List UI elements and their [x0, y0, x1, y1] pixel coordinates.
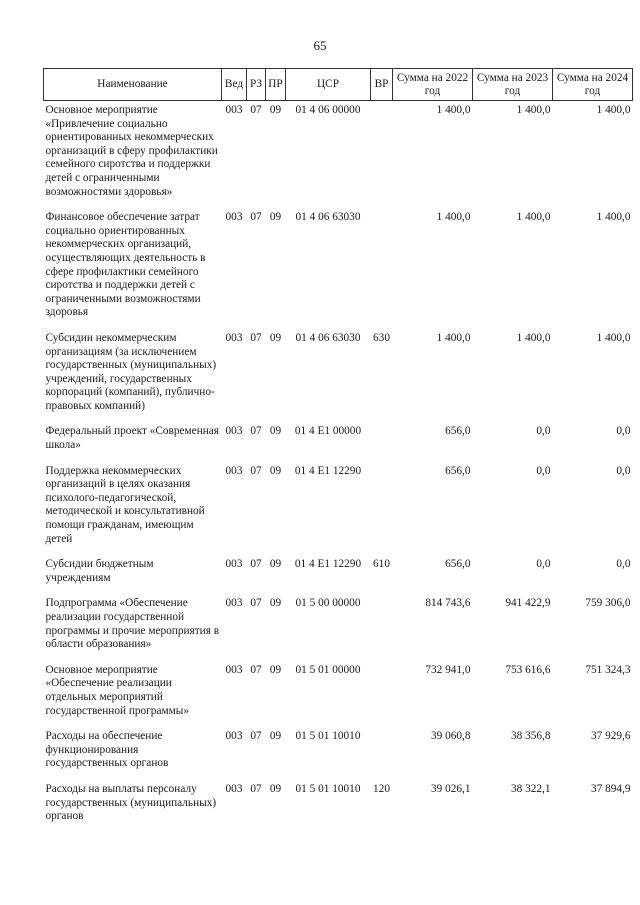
- cell-csr: 01 5 01 10010: [295, 730, 361, 743]
- cell-sum-2024: 759 306,0: [585, 597, 631, 610]
- cell-sum-2022: 656,0: [445, 425, 471, 438]
- cell-sum-2023: 38 322,1: [510, 782, 551, 795]
- cell-name: Субсидии некоммерческим организациям (за исключением государственных (муниципальных) учреждений, государственных корпораций (компаний), публично-правовых компаний): [45, 331, 217, 412]
- table-row: [44, 664, 633, 730]
- cell-sum-2023: 753 616,6: [505, 663, 551, 676]
- cell-pr: 09: [269, 782, 282, 795]
- cell-vr: 630: [373, 331, 390, 344]
- table-row: [44, 558, 633, 597]
- cell-csr: 01 4 06 63030: [295, 211, 361, 224]
- cell-pr: 09: [269, 464, 282, 477]
- cell-sum-2022: 656,0: [445, 464, 471, 477]
- table-row: [44, 465, 633, 559]
- cell-name: Основное мероприятие «Привлечение социально ориентированных некоммерческих организаций в сферу профилактики семейного сиротства и поддержки детей с ограниченными возможностями здоровья»: [45, 104, 218, 198]
- cell-pr: 09: [269, 331, 282, 344]
- cell-csr: 01 5 01 10010: [295, 782, 361, 795]
- cell-sum-2024: 1 400,0: [596, 211, 631, 224]
- cell-sum-2022: 1 400,0: [436, 104, 471, 116]
- table-row: [44, 101, 633, 212]
- cell-pr: 09: [269, 104, 282, 116]
- cell-csr: 01 4 E1 00000: [294, 425, 362, 438]
- cell-name: Расходы на выплаты персоналу государственных (муниципальных) органов: [45, 782, 217, 823]
- cell-sum-2022: 814 743,6: [425, 597, 471, 610]
- cell-csr: 01 4 E1 12290: [294, 558, 362, 571]
- table-row: [44, 783, 633, 836]
- header-rz: РЗ: [247, 69, 266, 101]
- table-row: [44, 730, 633, 783]
- cell-name: Основное мероприятие «Обеспечение реализации отдельных мероприятий государственной программы»: [45, 663, 190, 717]
- cell-name: Финансовое обеспечение затрат социально ориентированных некоммерческих организаций, осуществляющих деятельность в сфере профилактики семейного сиротства и поддержки детей с ограниченными возможностями здоровья: [45, 211, 206, 319]
- cell-pr: 09: [269, 558, 282, 571]
- cell-vr: [371, 730, 393, 783]
- cell-ved: 003: [225, 464, 243, 477]
- cell-ved: 003: [225, 663, 243, 676]
- header-csr: ЦСР: [286, 69, 371, 101]
- cell-name: Поддержка некоммерческих организаций в целях оказания психолого-педагогической, методической и консультативной помощи гражданам, имеющим детей: [45, 464, 205, 545]
- cell-pr: 09: [269, 663, 282, 676]
- cell-sum-2023: 941 422,9: [505, 597, 551, 610]
- cell-rz: 07: [250, 211, 262, 224]
- cell-rz: 07: [250, 425, 262, 438]
- cell-sum-2024: 37 894,9: [590, 782, 631, 795]
- cell-pr: 09: [269, 425, 282, 438]
- cell-rz: 07: [250, 663, 262, 676]
- cell-sum-2023: 0,0: [536, 558, 551, 571]
- cell-sum-2024: 0,0: [616, 425, 631, 438]
- cell-ved: 003: [225, 104, 243, 116]
- cell-sum-2023: 1 400,0: [516, 104, 551, 116]
- cell-name: Расходы на обеспечение функционирования государственных органов: [45, 730, 169, 770]
- cell-name: Федеральный проект «Современная школа»: [45, 425, 219, 452]
- cell-rz: 07: [250, 597, 262, 610]
- cell-ved: 003: [225, 425, 243, 438]
- cell-ved: 003: [225, 782, 243, 795]
- cell-csr: 01 5 01 00000: [295, 663, 361, 676]
- cell-vr: [371, 664, 393, 730]
- cell-vr: [371, 465, 393, 559]
- cell-csr: 01 5 00 00000: [295, 597, 361, 610]
- cell-sum-2022: 39 060,8: [430, 730, 471, 743]
- cell-rz: 07: [250, 558, 262, 571]
- budget-table: [43, 68, 633, 836]
- header-name: Наименование: [44, 69, 222, 101]
- cell-sum-2024: 751 324,3: [585, 663, 631, 676]
- cell-ved: 003: [225, 558, 243, 571]
- cell-sum-2023: 0,0: [536, 425, 551, 438]
- cell-sum-2024: 0,0: [616, 558, 631, 571]
- cell-ved: 003: [225, 730, 243, 743]
- cell-sum-2024: 0,0: [616, 464, 631, 477]
- header-ved: Вед: [222, 69, 247, 101]
- table-row: [44, 332, 633, 426]
- cell-csr: 01 4 E1 12290: [294, 464, 362, 477]
- cell-sum-2024: 1 400,0: [596, 331, 631, 344]
- cell-ved: 003: [225, 331, 243, 344]
- cell-rz: 07: [250, 331, 262, 344]
- header-sum-2024: Сумма на 2024 год: [553, 69, 633, 101]
- cell-csr: 01 4 06 63030: [295, 331, 361, 344]
- header-vr: ВР: [371, 69, 393, 101]
- cell-pr: 09: [269, 211, 282, 224]
- cell-vr: 610: [373, 558, 390, 571]
- cell-vr: [371, 211, 393, 332]
- cell-sum-2023: 38 356,8: [510, 730, 551, 743]
- table-header-row: [44, 69, 633, 101]
- cell-sum-2024: 37 929,6: [590, 730, 631, 743]
- page-number: 65: [313, 38, 327, 53]
- cell-vr: [371, 597, 393, 663]
- table-row: [44, 211, 633, 332]
- cell-sum-2022: 1 400,0: [436, 331, 471, 344]
- cell-sum-2022: 39 026,1: [430, 782, 471, 795]
- cell-sum-2024: 1 400,0: [596, 104, 631, 116]
- cell-name: Субсидии бюджетным учреждениям: [45, 558, 154, 584]
- cell-pr: 09: [269, 597, 282, 610]
- header-sum-2022: Сумма на 2022 год: [393, 69, 473, 101]
- cell-vr: [371, 425, 393, 464]
- cell-name: Подпрограмма «Обеспечение реализации государственной программы и прочие мероприятия в области образования»: [45, 597, 220, 651]
- cell-pr: 09: [269, 730, 282, 743]
- cell-rz: 07: [250, 464, 262, 477]
- cell-ved: 003: [225, 211, 243, 224]
- cell-sum-2022: 1 400,0: [436, 211, 471, 224]
- cell-rz: 07: [250, 730, 262, 743]
- cell-sum-2022: 656,0: [445, 558, 471, 571]
- header-sum-2023: Сумма на 2023 год: [473, 69, 553, 101]
- table-row: [44, 425, 633, 464]
- cell-rz: 07: [250, 782, 262, 795]
- cell-rz: 07: [250, 104, 262, 116]
- header-pr: ПР: [266, 69, 286, 101]
- cell-csr: 01 4 06 00000: [295, 104, 361, 116]
- cell-vr: 120: [373, 782, 390, 795]
- cell-sum-2023: 1 400,0: [516, 331, 551, 344]
- cell-vr: [371, 101, 393, 212]
- table-row: [44, 597, 633, 663]
- cell-ved: 003: [225, 597, 243, 610]
- cell-sum-2023: 1 400,0: [516, 211, 551, 224]
- cell-sum-2023: 0,0: [536, 464, 551, 477]
- cell-sum-2022: 732 941,0: [425, 663, 471, 676]
